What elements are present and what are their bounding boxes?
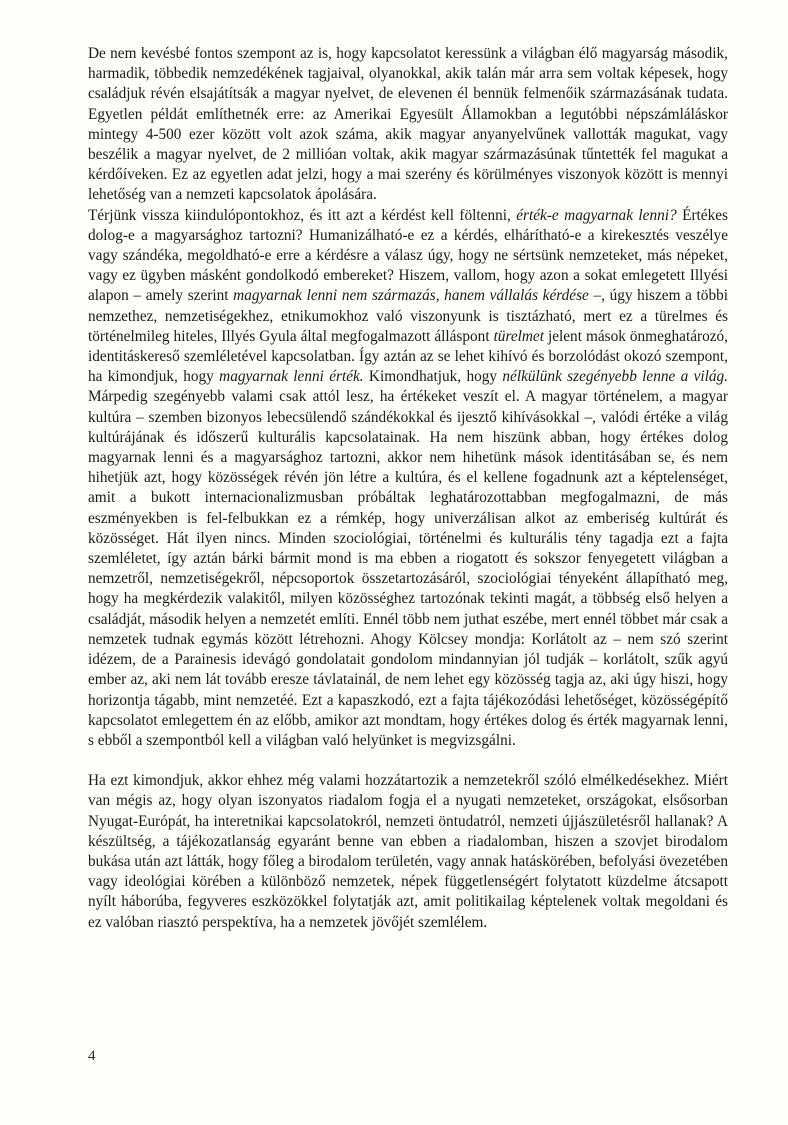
italic-phrase: magyarnak lenni nem származás, hanem vállalás kérdése — [233, 287, 589, 305]
text-run: De nem kevésbé fontos szempont az is, hogy kapcsolatot keressünk a világban élő magyarság második, harmadik, többedik nemzedékének tagjaival, olyanokkal, akik talán már arra sem voltak képesek, hogy családjuk révén elsajátítsák a magyar nyelvet, de elevenen él bennük felmenőik származásának tudata. Egyetlen példát említhetnék erre: az Amerikai Egyesült Államokban a legutóbbi népszámláláskor mintegy 4-500 ezer között volt azok száma, akik magyar anyanyelvűnek vallották magukat, vagy beszélik a magyar nyelvet, de 2 millióan voltak, akik magyar származásúnak tűntették fel magukat a kérdőíveken. Ez az egyetlen adat jelzi, hogy a mai szerény és körülményes viszonyok között is mennyi lehetőség van a nemzeti kapcsolatok ápolására. — [88, 45, 728, 204]
italic-phrase: érték-e magyarnak lenni? — [516, 206, 677, 224]
text-run: –, úgy hiszem a többi nemzethez, nemzetiségekhez, etnikumokhoz való viszonyunk is tisztázható, mert ez a türelmes és történelmileg hiteles, Illyés Gyula által megfogalmazott álláspont — [88, 287, 728, 345]
text-run: Ha ezt kimondjuk, akkor ehhez még valami hozzátartozik a nemzetekről szóló elmélkedésekhez. Miért van mégis az, hogy olyan iszonyatos riadalom fogja el a nyugati nemzeteket, országokat, elsősorban Nyugat-Európát, ha interetnikai kapcsolatokról, nemzeti öntudatról, nemzeti újjászületésről hallanak? A készültség, a tájékozatlanság egyaránt benne van ebben a riadalomban, hiszen a szovjet birodalom bukása után azt látták, hogy főleg a birodalom területén, vagy annak hatáskörében, befolyási övezetében vagy ideológiai körében a különböző nemzetek, népek függetlenségért folytatott küzdelme átcsapott nyílt háborúba, fegyveres eszközökkel folytatják azt, amit politikailag képtelenek voltak megoldani és ez valóban riasztó perspektíva, ha a nemzetek jövőjét szemlélem. — [88, 772, 728, 931]
text-run: Térjünk vissza kiindulópontokhoz, és itt azt a kérdést kell föltenni, — [88, 206, 517, 224]
italic-phrase: magyarnak lenni érték. — [219, 368, 364, 386]
italic-phrase: nélkülünk szegényebb lenne a világ. — [502, 368, 729, 386]
text-run: Márpedig szegényebb valami csak attól lesz, ha értékeket veszít el. A magyar történelem, a magyar kultúra – szemben bizonyos lebecsülendő szándékokkal és ijesztő kihívásokkal –, valódi értéke a világ kultúrájának és időszerű kulturális kapcsolatainak. Ha nem hiszünk abban, hogy értékes dolog magyarnak lenni és a magyarsághoz tartozni, akkor nem hihetünk mások identitásában se, és nem hihetjük azt, hogy közösségek révén jön létre a kultúra, és el kellene fogadnunk azt a képtelenséget, amit a bukott internacionalizmusban próbáltak leghatározottabban megfogalmazni, de más eszményekben is fel-felbukkan ez a rémkép, hogy univerzálisan alkot az emberiség kultúrát és közösséget. Hát ilyen nincs. Minden szociológiai, történelmi és kulturális tény tagadja ezt a fajta szemléletet, így aztán bárki bármit mond is ma ebben a riogatott és sokszor fenyegetett világban a nemzetről, nemzetiségekről, népcsoportok összetartozásáról, szociológiai tényeként állapítható meg, hogy ha megkérdezik valakitől, milyen közösséghez tartozónak tekinti magát, a többség első helyen a családját, második helyen a nemzetét említi. Ennél több nem juthat eszébe, mert ennél többet már csak a nemzetek tudnak egymás között létrehozni. Ahogy Kölcsey mondja: Korlátolt az – nem szó szerint idézem, de a Parainesis idevágó gondolatait gondolom mindannyian jól tudják – korlátolt, szűk agyú ember az, aki nem lát tovább eresze távlatainál, de nem lehet egy közösség tagja az, aki úgy hiszi, hogy horizontja tágabb, mint nemzetéé. Ezt a kapaszkodó, ezt a fajta tájékozódási lehetőséget, közösségépítő kapcsolatot emlegettem én az előbb, amikor azt mondtam, hogy értékes dolog és érték magyarnak lenni, s ebből a szempontból kell a világban való helyünket is megvizsgálni. — [88, 388, 728, 749]
paragraph-3 — [88, 771, 728, 933]
paragraph-1 — [88, 44, 728, 206]
italic-phrase: türelmet — [493, 327, 544, 345]
text-run: Értékes dolog-e a magyarsághoz tartozni? Humanizálható-e ez a kérdés, elhárítható-e a kirekesztés veszélye vagy szándéka, megoldható-e erre a kérdésre a válasz úgy, hogy ne sértsünk nemzeteket, más népeket, vagy ez ügyben másként gondolkodó embereket? Hiszem, vallom, hogy azon a sokat emlegetett Illyési alapon – amely szerint — [88, 206, 728, 305]
text-run: jelent mások önmeghatározó, identitáskereső szemléletével kapcsolatban. Így aztán az se lehet kihívó és borzolódást okozó szempont, ha kimondjuk, hogy — [88, 327, 728, 386]
page-number: 4 — [88, 1048, 96, 1064]
body-text — [88, 44, 728, 933]
paragraph-2 — [88, 206, 728, 751]
text-run: Kimondhatjuk, hogy — [363, 368, 503, 386]
